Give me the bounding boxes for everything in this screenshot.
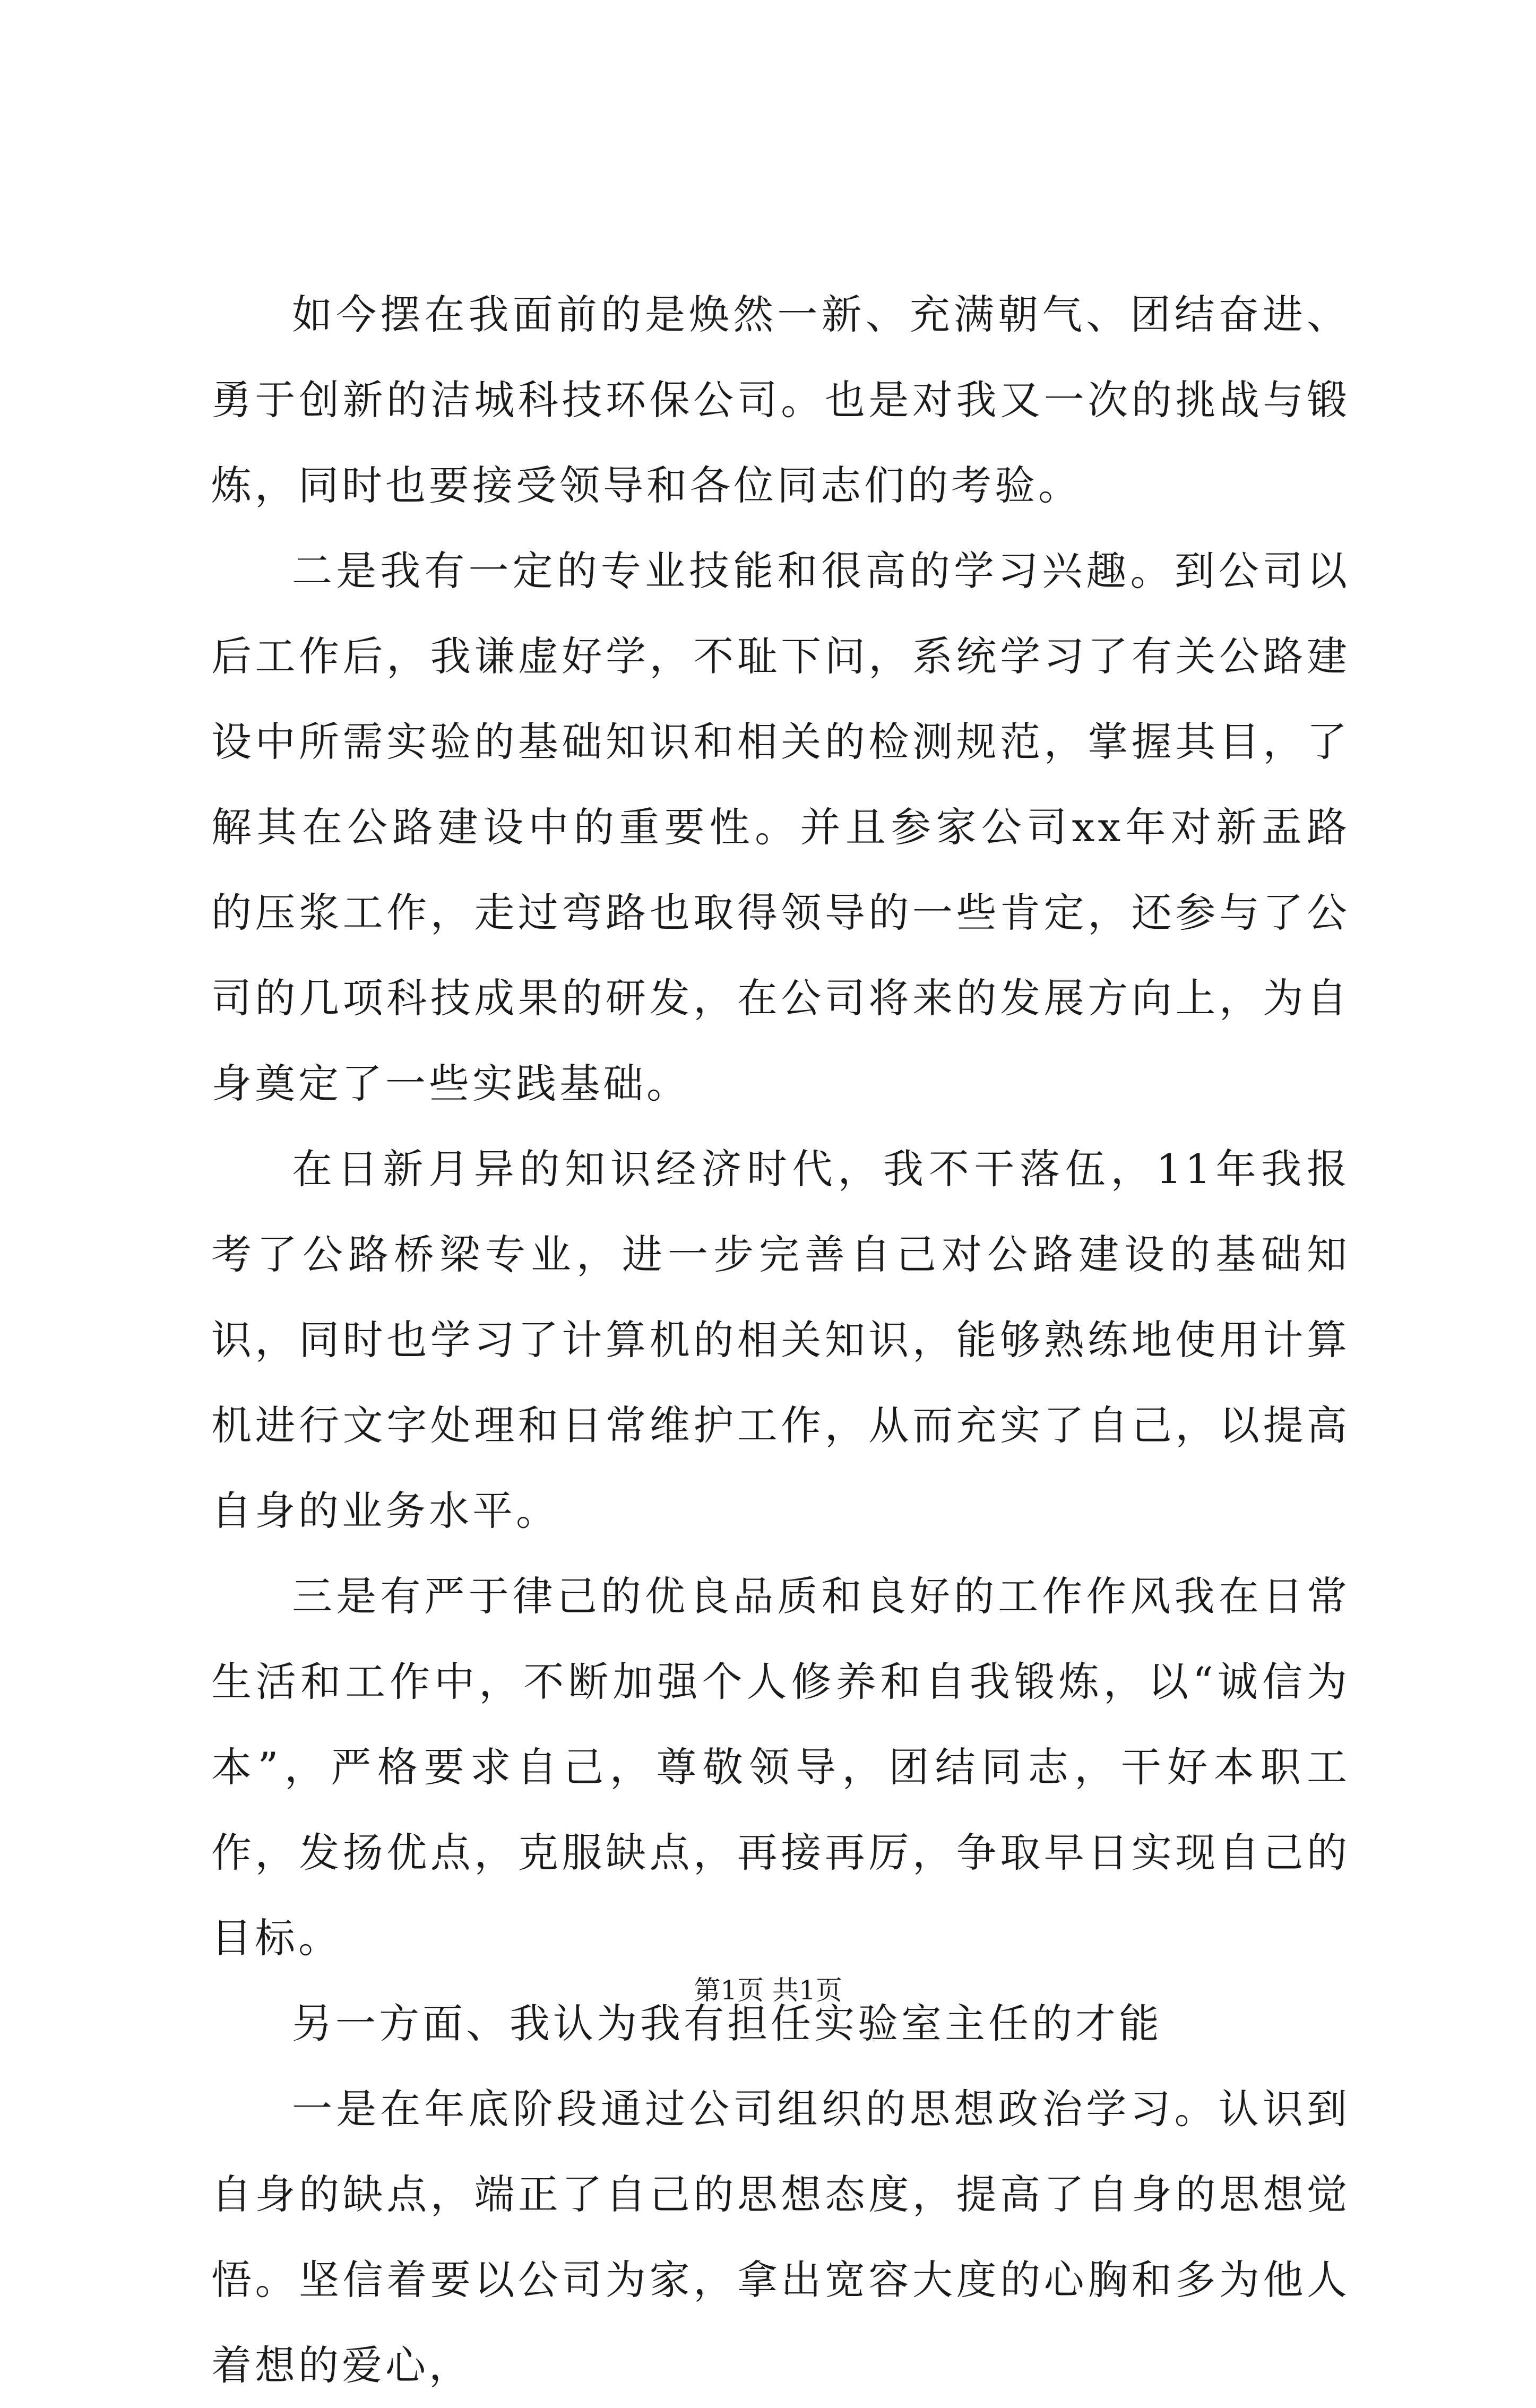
paragraph-1: 如今摆在我面前的是焕然一新、充满朝气、团结奋进、勇于创新的洁城科技环保公司。也是对我又一次的挑战与锻炼，同时也要接受领导和各位同志们的考验。: [211, 291, 1350, 509]
paragraph-3: 在日新月异的知识经济时代，我不干落伍，11年我报考了公路桥梁专业，进一步完善自己对公路建设的基础知识，同时也学习了计算机的相关知识，能够熟练地使用计算机进行文字处理和日常维护工作，从而充实了自己，以提高自身的业务水平。: [211, 1145, 1350, 1534]
paragraph-5: 另一方面、我认为我有担任实验室主任的才能: [292, 2000, 1162, 2047]
page-number-footer: 第1页 共1页: [694, 1975, 842, 2006]
document-body: [211, 272, 1350, 2408]
paragraph-6: 一是在年底阶段通过公司组织的思想政治学习。认识到自身的缺点，端正了自己的思想态度，提高了自身的思想觉悟。坚信着要以公司为家，拿出宽容大度的心胸和多为他人着想的爱心，: [211, 2085, 1350, 2389]
paragraph-4: 三是有严于律己的优良品质和良好的工作作风我在日常生活和工作中，不断加强个人修养和自我锻炼，以“诚信为本”，严格要求自己，尊敬领导，团结同志，干好本职工作，发扬优点，克服缺点，再接再厉，争取早日实现自己的目标。: [211, 1573, 1350, 1962]
paragraph-2: 二是我有一定的专业技能和很高的学习兴趣。到公司以后工作后，我谦虚好学，不耻下问，系统学习了有关公路建设中所需实验的基础知识和相关的检测规范，掌握其目，了解其在公路建设中的重要性。并且参家公司xx年对新盂路的压浆工作，走过弯路也取得领导的一些肯定，还参与了公司的几项科技成果的研发，在公司将来的发展方向上，为自身奠定了一些实践基础。: [211, 547, 1350, 1107]
